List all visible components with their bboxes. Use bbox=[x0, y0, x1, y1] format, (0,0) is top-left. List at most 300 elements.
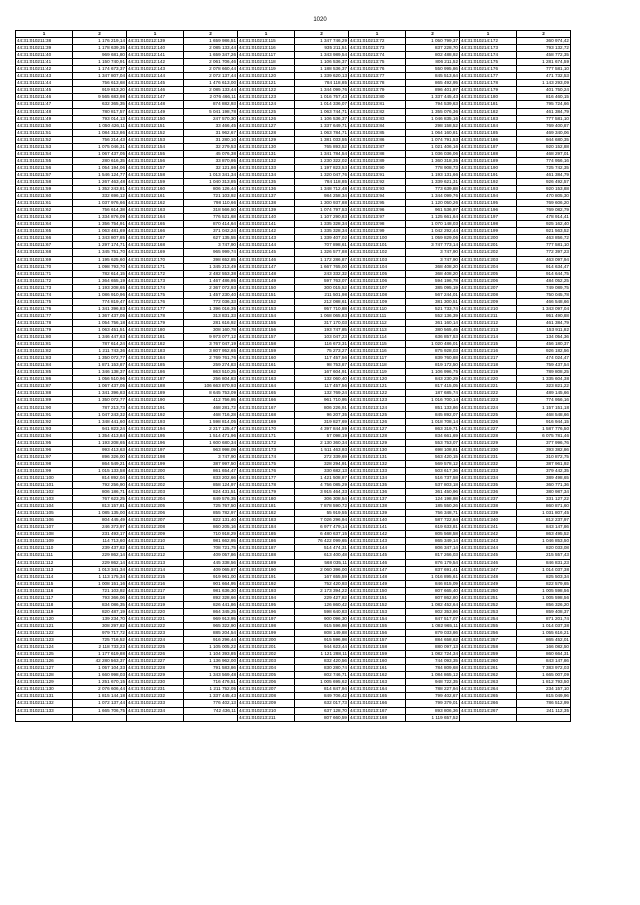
cadastral-value-cell: 837 228,70 bbox=[406, 45, 460, 52]
table-row bbox=[16, 298, 571, 305]
cadastral-number-cell: 44:31:010212:208 bbox=[127, 524, 184, 531]
cadastral-number-cell: 44:31:010211:89 bbox=[16, 397, 73, 404]
cadastral-number-cell: 44:31:010214:188 bbox=[460, 150, 517, 157]
table-row bbox=[16, 679, 571, 686]
cadastral-value-cell: 1 106 536,37 bbox=[295, 59, 349, 66]
cadastral-number-cell: 44:31:010211:104 bbox=[16, 503, 73, 510]
cadastral-value-cell: 537 803,18 bbox=[406, 482, 460, 489]
cadastral-number-cell: 44:31:010214:177 bbox=[460, 73, 517, 80]
cadastral-number-cell: 44:31:010211:81 bbox=[16, 341, 73, 348]
cadastral-value-cell: 816 460,15 bbox=[517, 94, 571, 101]
cadastral-number-cell: 44:31:010213:83 bbox=[349, 115, 406, 122]
cadastral-number-cell: 44:31:010213:143 bbox=[349, 538, 406, 545]
cadastral-number-cell: 44:31:010214:214 bbox=[460, 334, 517, 341]
cadastral-number-cell: 44:31:010213:175 bbox=[238, 460, 295, 467]
cadastral-number-cell: 44:31:010213:166 bbox=[349, 700, 406, 707]
cadastral-number-cell: 44:31:010213:158 bbox=[238, 341, 295, 348]
cadastral-number-cell: 44:31:010211:109 bbox=[16, 538, 73, 545]
cadastral-value-cell: 3 807 952,65 bbox=[184, 348, 238, 355]
cadastral-value-cell: 33 466,45 bbox=[184, 122, 238, 129]
cadastral-number-cell: 44:31:010212:170 bbox=[127, 256, 184, 263]
cadastral-number-cell: 44:31:010212:213 bbox=[127, 559, 184, 566]
cadastral-number-cell: 44:31:010213:73 bbox=[349, 45, 406, 52]
cadastral-number-cell: 44:31:010211:55 bbox=[16, 157, 73, 164]
cadastral-number-cell: 44:31:010212:178 bbox=[127, 312, 184, 319]
cadastral-value-cell: 920 152,88 bbox=[517, 143, 571, 150]
cadastral-number-cell: 44:31:010212:207 bbox=[127, 517, 184, 524]
cadastral-number-cell: 44:31:010211:95 bbox=[16, 439, 73, 446]
cadastral-value-cell: 721 103,92 bbox=[184, 193, 238, 200]
cadastral-value-cell: 756 348,71 bbox=[406, 510, 460, 517]
cadastral-number-cell: 44:31:010214:225 bbox=[460, 411, 517, 418]
cadastral-number-cell: 44:31:010213:85 bbox=[349, 129, 406, 136]
cadastral-number-cell: 44:31:010212:192 bbox=[127, 411, 184, 418]
cadastral-number-cell: 44:31:010213:96 bbox=[349, 207, 406, 214]
cadastral-value-cell: 784 118,85 bbox=[295, 178, 349, 185]
cadastral-number-cell: 44:31:010213:123 bbox=[238, 94, 295, 101]
cadastral-number-cell: 44:31:010214:203 bbox=[460, 256, 517, 263]
cadastral-number-cell: 44:31:010211:41 bbox=[16, 59, 73, 66]
cadastral-number-cell: 44:31:010212:151 bbox=[127, 122, 184, 129]
cadastral-value-cell: 773 639,88 bbox=[406, 186, 460, 193]
cadastral-number-cell: 44:31:010211:132 bbox=[16, 700, 73, 707]
cadastral-value-cell: 1 188 536,37 bbox=[295, 66, 349, 73]
cadastral-value-cell: 470 805,30 bbox=[517, 193, 571, 200]
cadastral-value-cell: 1 346 447,63 bbox=[73, 334, 127, 341]
cadastral-number-cell: 44:31:010213:136 bbox=[238, 186, 295, 193]
table-row bbox=[16, 207, 571, 214]
cadastral-number-cell: 44:31:010213:180 bbox=[238, 496, 295, 503]
cadastral-number-cell: 44:31:010213:165 bbox=[349, 693, 406, 700]
cadastral-value-cell: 1 546 124,77 bbox=[73, 171, 127, 178]
cadastral-value-cell: 569 578,12 bbox=[406, 460, 460, 467]
cadastral-value-cell: 791 583,86 bbox=[184, 665, 238, 672]
cadastral-number-cell: 44:31:010211:50 bbox=[16, 122, 73, 129]
cadastral-number-cell: 44:31:010213:147 bbox=[238, 263, 295, 270]
cadastral-number-cell: 44:31:010213:149 bbox=[349, 580, 406, 587]
cadastral-number-cell: 44:31:010211:47 bbox=[16, 101, 73, 108]
cadastral-number-cell: 44:31:010212:160 bbox=[127, 186, 184, 193]
cadastral-number-cell: 44:31:010214:210 bbox=[460, 305, 517, 312]
cadastral-number-cell: 44:31:010214:261 bbox=[460, 665, 517, 672]
cadastral-number-cell: 44:31:010213:163 bbox=[238, 376, 295, 383]
cadastral-number-cell: 44:31:010211:101 bbox=[16, 482, 73, 489]
cadastral-value-cell: 1 105 005,22 bbox=[184, 644, 238, 651]
cadastral-value-cell: 963 998,09 bbox=[184, 446, 238, 453]
cadastral-number-cell: 44:31:010211:115 bbox=[16, 580, 73, 587]
cadastral-number-cell: 44:31:010213:128 bbox=[238, 129, 295, 136]
cadastral-number-cell: 44:31:010211:64 bbox=[16, 221, 73, 228]
cadastral-value-cell: 708 721,75 bbox=[184, 545, 238, 552]
cadastral-number-cell: 44:31:010214:204 bbox=[460, 263, 517, 270]
cadastral-number-cell: 44:31:010212:225 bbox=[127, 644, 184, 651]
cadastral-value-cell: 241 112,35 bbox=[517, 707, 571, 714]
cadastral-value-cell: 1 230 322,02 bbox=[295, 157, 349, 164]
cadastral-number-cell: 44:31:010213:210 bbox=[238, 707, 295, 714]
cadastral-value-cell: 1 064 160,81 bbox=[406, 129, 460, 136]
cadastral-value-cell: 965 322,90 bbox=[184, 622, 238, 629]
cadastral-number-cell: 44:31:010213:153 bbox=[238, 305, 295, 312]
cadastral-number-cell: 44:31:010214:182 bbox=[460, 108, 517, 115]
cadastral-number-cell: 44:31:010214:180 bbox=[460, 94, 517, 101]
cadastral-number-cell: 44:31:010213:140 bbox=[349, 517, 406, 524]
cadastral-value-cell: 124 198,98 bbox=[406, 496, 460, 503]
cadastral-number-cell: 44:31:010213:168 bbox=[349, 714, 406, 721]
cadastral-value-cell: 871 201,74 bbox=[517, 615, 571, 622]
cadastral-number-cell: 44:31:010213:77 bbox=[349, 73, 406, 80]
cadastral-number-cell: 44:31:010213:188 bbox=[238, 552, 295, 559]
table-row bbox=[16, 319, 571, 326]
cadastral-value-cell: 567 244,01 bbox=[406, 291, 460, 298]
cadastral-value-cell: 1 457 230,40 bbox=[184, 291, 238, 298]
cadastral-number-cell: 44:31:010211:124 bbox=[16, 644, 73, 651]
cadastral-value-cell: 884 658,62 bbox=[406, 637, 460, 644]
cadastral-number-cell: 44:31:010211:59 bbox=[16, 186, 73, 193]
cadastral-number-cell: 44:31:010214:235 bbox=[460, 482, 517, 489]
cadastral-value-cell: 1 106 536,37 bbox=[295, 115, 349, 122]
table-row bbox=[16, 143, 571, 150]
cadastral-number-cell: 44:31:010213:84 bbox=[349, 122, 406, 129]
cadastral-number-cell: 44:31:010213:123 bbox=[349, 397, 406, 404]
cadastral-value-cell: 1 046 835,16 bbox=[406, 115, 460, 122]
cadastral-value-cell: 851 133,86 bbox=[406, 404, 460, 411]
cadastral-number-cell: 44:31:010214:264 bbox=[460, 686, 517, 693]
cadastral-number-cell: 44:31:010214:265 bbox=[460, 693, 517, 700]
cadastral-value-cell: 1 014 037,38 bbox=[517, 566, 571, 573]
cadastral-value-cell: 1 300 937,88 bbox=[295, 200, 349, 207]
cadastral-number-cell: 44:31:010212:168 bbox=[127, 242, 184, 249]
cadastral-value-cell: 1 172 286,87 bbox=[295, 256, 349, 263]
cadastral-number-cell: 44:31:010213:155 bbox=[238, 319, 295, 326]
cadastral-value-cell: 313 831,33 bbox=[184, 312, 238, 319]
table-row bbox=[16, 45, 571, 52]
cadastral-value-cell: 243 332,32 bbox=[295, 270, 349, 277]
cadastral-value-cell: 1 036 036,06 bbox=[406, 150, 460, 157]
cadastral-number-cell: 44:31:010214:230 bbox=[460, 446, 517, 453]
cadastral-number-cell: 44:31:010212:215 bbox=[127, 573, 184, 580]
cadastral-value-cell: 636 857,53 bbox=[406, 334, 460, 341]
cadastral-number-cell: 44:31:010213:191 bbox=[238, 573, 295, 580]
table-row bbox=[16, 474, 571, 481]
cadastral-number-cell: 44:31:010211:107 bbox=[16, 524, 73, 531]
cadastral-number-cell: 44:31:010211:112 bbox=[16, 559, 73, 566]
cadastral-number-cell: 44:31:010212:149 bbox=[127, 108, 184, 115]
cadastral-number-cell: 44:31:010212:202 bbox=[127, 482, 184, 489]
cadastral-value-cell: 1 119 657,52 bbox=[406, 714, 460, 721]
cadastral-value-cell: 2 118 733,23 bbox=[73, 644, 127, 651]
cadastral-number-cell: 44:31:010213:182 bbox=[238, 510, 295, 517]
cadastral-number-cell: 44:31:010214:216 bbox=[460, 348, 517, 355]
table-row bbox=[16, 221, 571, 228]
cadastral-number-cell: 44:31:010213:94 bbox=[349, 193, 406, 200]
cadastral-number-cell: 44:31:010211:111 bbox=[16, 552, 73, 559]
cadastral-value-cell: 1 320 047,76 bbox=[295, 171, 349, 178]
cadastral-value-cell: 211 501,98 bbox=[295, 291, 349, 298]
cadastral-value-cell: 57 098,19 bbox=[295, 432, 349, 439]
cadastral-number-cell: 44:31:010214:220 bbox=[460, 376, 517, 383]
cadastral-number-cell: 44:31:010213:98 bbox=[349, 221, 406, 228]
cadastral-number-cell: 44:31:010213:160 bbox=[238, 355, 295, 362]
cadastral-number-cell: 44:31:010213:161 bbox=[238, 362, 295, 369]
cadastral-value-cell: 1 345 751,70 bbox=[73, 249, 127, 256]
cadastral-number-cell: 44:31:010213:133 bbox=[238, 164, 295, 171]
cadastral-value-cell: 514 474,31 bbox=[295, 545, 349, 552]
cadastral-value-cell: 5 041 198,78 bbox=[184, 108, 238, 115]
cadastral-value-cell: 484 052,25 bbox=[517, 277, 571, 284]
cadastral-value-cell: 1 082 965,11 bbox=[406, 622, 460, 629]
cadastral-number-cell: 44:31:010213:93 bbox=[349, 186, 406, 193]
cadastral-value-cell: 805 568,58 bbox=[406, 531, 460, 538]
cadastral-number-cell: 44:31:010212:169 bbox=[127, 249, 184, 256]
cadastral-number-cell: 44:31:010213:141 bbox=[349, 524, 406, 531]
cadastral-number-cell: 44:31:010211:74 bbox=[16, 291, 73, 298]
cadastral-value-cell: 360 771,36 bbox=[517, 482, 571, 489]
cadastral-value-cell: 807 660,59 bbox=[295, 714, 349, 721]
cadastral-value-cell: 1 326 577,88 bbox=[295, 249, 349, 256]
cadastral-value-cell: 1 337 445,43 bbox=[184, 693, 238, 700]
cadastral-number-cell: 44:31:010214:185 bbox=[460, 129, 517, 136]
cadastral-value-cell: 368 408,20 bbox=[406, 270, 460, 277]
cadastral-number-cell: 44:31:010211:93 bbox=[16, 425, 73, 432]
cadastral-number-cell: 44:31:010213:91 bbox=[349, 171, 406, 178]
cadastral-number-cell: 44:31:010211:76 bbox=[16, 305, 73, 312]
cadastral-number-cell: 44:31:010212:180 bbox=[127, 326, 184, 333]
cadastral-number-cell: 44:31:010212:220 bbox=[127, 608, 184, 615]
cadastral-number-cell: 44:31:010211:86 bbox=[16, 376, 73, 383]
cadastral-number-cell: 44:31:010214:249 bbox=[460, 580, 517, 587]
cadastral-value-cell: 825 503,34 bbox=[517, 573, 571, 580]
cadastral-value-cell: 859 408,37 bbox=[517, 608, 571, 615]
cadastral-number-cell: 44:31:010213:178 bbox=[238, 482, 295, 489]
cadastral-number-cell: 44:31:010214:195 bbox=[460, 200, 517, 207]
cadastral-value-cell: 76 422 099,65 bbox=[295, 538, 349, 545]
cadastral-value-cell: 1 815 144,18 bbox=[73, 693, 127, 700]
cadastral-number-cell: 44:31:010212:152 bbox=[127, 129, 184, 136]
cadastral-value-cell: 1 176 219,14 bbox=[73, 38, 127, 45]
cadastral-value-cell: 32 121,86 bbox=[184, 164, 238, 171]
cadastral-value-cell: 3 747,90 bbox=[184, 242, 238, 249]
cadastral-value-cell: 916 944,15 bbox=[517, 418, 571, 425]
table-row bbox=[16, 136, 571, 143]
table-row bbox=[16, 348, 571, 355]
cadastral-number-cell: 44:31:010211:62 bbox=[16, 207, 73, 214]
cadastral-value-cell: 229 427,82 bbox=[295, 594, 349, 601]
cadastral-value-cell: 489 145,66 bbox=[517, 390, 571, 397]
cadastral-number-cell: 44:31:010214:184 bbox=[460, 122, 517, 129]
cadastral-value-cell: 1 046 853,50 bbox=[517, 538, 571, 545]
cadastral-value-cell: 806 226,91 bbox=[295, 404, 349, 411]
cadastral-value-cell: 793 014,13 bbox=[73, 115, 127, 122]
cadastral-value-cell: 875 928,03 bbox=[406, 348, 460, 355]
cadastral-value-cell: 915 596,98 bbox=[295, 637, 349, 644]
cadastral-value-cell: 9 973 077,12 bbox=[184, 334, 238, 341]
cadastral-number-cell: 44:31:010211:52 bbox=[16, 136, 73, 143]
cadastral-number-cell: 44:31:010212:153 bbox=[127, 136, 184, 143]
table-row bbox=[16, 390, 571, 397]
cadastral-value-cell: 813 157,81 bbox=[73, 503, 127, 510]
cadastral-number-cell: 44:31:010213:152 bbox=[238, 298, 295, 305]
table-body bbox=[16, 31, 571, 722]
cadastral-number-cell: 44:31:010214:222 bbox=[460, 390, 517, 397]
cadastral-number-cell: 44:31:010213:138 bbox=[349, 503, 406, 510]
table-row bbox=[16, 193, 571, 200]
cadastral-number-cell: 44:31:010213:75 bbox=[349, 59, 406, 66]
cadastral-value-cell: 368 408,20 bbox=[406, 263, 460, 270]
cadastral-number-cell: 44:31:010213:114 bbox=[349, 334, 406, 341]
table-row bbox=[16, 707, 571, 714]
cadastral-number-cell: 44:31:010214:181 bbox=[460, 101, 517, 108]
cadastral-number-cell: 44:31:010212:231 bbox=[127, 686, 184, 693]
cadastral-value-cell: 1 476 613,00 bbox=[184, 80, 238, 87]
table-row bbox=[16, 658, 571, 665]
cadastral-number-cell: 44:31:010214:267 bbox=[460, 707, 517, 714]
cadastral-value-cell: 815 049,96 bbox=[517, 693, 571, 700]
cadastral-value-cell: 1 074 797,53 bbox=[295, 207, 349, 214]
cadastral-number-cell: 44:31:010213:143 bbox=[238, 235, 295, 242]
table-row bbox=[16, 446, 571, 453]
cadastral-number-cell: 44:31:010213:202 bbox=[238, 651, 295, 658]
cadastral-number-cell: 44:31:010214:258 bbox=[460, 644, 517, 651]
cadastral-number-cell: 44:31:010213:151 bbox=[349, 594, 406, 601]
cadastral-value-cell: 3 915 464,33 bbox=[295, 489, 349, 496]
cadastral-value-cell: 787 614,24 bbox=[73, 341, 127, 348]
cadastral-value-cell: 42 280 563,37 bbox=[73, 658, 127, 665]
page-number: 1020 bbox=[313, 17, 327, 23]
cadastral-number-cell: 44:31:010213:159 bbox=[238, 348, 295, 355]
table-row bbox=[16, 665, 571, 672]
cadastral-number-cell: 44:31:010213:146 bbox=[349, 559, 406, 566]
cadastral-number-cell: 44:31:010213:118 bbox=[238, 59, 295, 66]
cadastral-number-cell: 44:31:010212:190 bbox=[127, 397, 184, 404]
table-row bbox=[16, 531, 571, 538]
cadastral-value-cell: 919 813,20 bbox=[73, 87, 127, 94]
cadastral-value-cell: 1 339 620,13 bbox=[295, 73, 349, 80]
cadastral-number-cell: 44:31:010211:130 bbox=[16, 686, 73, 693]
cadastral-value-cell: 132 060,40 bbox=[295, 376, 349, 383]
cadastral-number-cell: 44:31:010213:135 bbox=[349, 482, 406, 489]
cadastral-value-cell: 2 085 133,44 bbox=[184, 45, 238, 52]
cadastral-number-cell: 44:31:010213:74 bbox=[349, 52, 406, 59]
cadastral-number-cell: 44:31:010213:124 bbox=[238, 101, 295, 108]
cadastral-value-cell: 550 995,86 bbox=[406, 66, 460, 73]
cadastral-number-cell: 44:31:010214:242 bbox=[460, 531, 517, 538]
cadastral-value-cell: 817 415,05 bbox=[406, 383, 460, 390]
cadastral-value-cell: 846 831,23 bbox=[517, 559, 571, 566]
cadastral-value-cell: 1 068 065,83 bbox=[295, 312, 349, 319]
cadastral-value-cell: 756 613,68 bbox=[73, 80, 127, 87]
cadastral-number-cell: 44:31:010214:246 bbox=[460, 559, 517, 566]
cadastral-number-cell: 44:31:010214:248 bbox=[460, 573, 517, 580]
cadastral-value-cell: 914 634,47 bbox=[517, 263, 571, 270]
cadastral-value-cell: 117 457,56 bbox=[295, 355, 349, 362]
column-header: 1 bbox=[238, 31, 295, 38]
cadastral-number-cell: 44:31:010212:193 bbox=[127, 418, 184, 425]
cadastral-number-cell: 44:31:010212:164 bbox=[127, 214, 184, 221]
table-row bbox=[16, 425, 571, 432]
cadastral-number-cell: 44:31:010212:209 bbox=[127, 531, 184, 538]
table-row bbox=[16, 637, 571, 644]
cadastral-number-cell: 44:31:010211:58 bbox=[16, 178, 73, 185]
cadastral-value-cell bbox=[73, 714, 127, 721]
cadastral-value-cell: 710 918,29 bbox=[184, 531, 238, 538]
cadastral-number-cell: 44:31:010213:132 bbox=[349, 460, 406, 467]
cadastral-number-cell: 44:31:010211:102 bbox=[16, 489, 73, 496]
cadastral-value-cell: 896 326,00 bbox=[73, 453, 127, 460]
cadastral-number-cell: 44:31:010213:81 bbox=[349, 101, 406, 108]
cadastral-number-cell: 44:31:010214:186 bbox=[460, 136, 517, 143]
cadastral-number-cell: 44:31:010213:127 bbox=[238, 122, 295, 129]
cadastral-number-cell: 44:31:010213:145 bbox=[238, 249, 295, 256]
cadastral-number-cell: 44:31:010212:204 bbox=[127, 496, 184, 503]
cadastral-value-cell: 749 089,75 bbox=[517, 284, 571, 291]
cadastral-value-cell: 1 211 752,05 bbox=[184, 686, 238, 693]
cadastral-number-cell: 44:31:010214:215 bbox=[460, 341, 517, 348]
cadastral-number-cell: 44:31:010213:92 bbox=[349, 178, 406, 185]
cadastral-value-cell: 806 211,52 bbox=[406, 59, 460, 66]
cadastral-number-cell: 44:31:010213:197 bbox=[238, 615, 295, 622]
cadastral-number-cell: 44:31:010214:193 bbox=[460, 186, 517, 193]
cadastral-value-cell: 1 054 756,18 bbox=[73, 319, 127, 326]
cadastral-number-cell: 44:31:010213:115 bbox=[349, 341, 406, 348]
cadastral-number-cell: 44:31:010211:118 bbox=[16, 601, 73, 608]
cadastral-number-cell: 44:31:010212:223 bbox=[127, 629, 184, 636]
cadastral-number-cell: 44:31:010211:91 bbox=[16, 411, 73, 418]
cadastral-value-cell: 1 121 288,11 bbox=[295, 651, 349, 658]
cadastral-number-cell: 44:31:010211:82 bbox=[16, 348, 73, 355]
cadastral-number-cell: 44:31:010214:239 bbox=[460, 510, 517, 517]
cadastral-number-cell: 44:31:010213:72 bbox=[349, 38, 406, 45]
cadastral-number-cell: 44:31:010214:229 bbox=[460, 439, 517, 446]
cadastral-number-cell: 44:31:010213:106 bbox=[349, 277, 406, 284]
cadastral-number-cell: 44:31:010213:144 bbox=[238, 242, 295, 249]
cadastral-number-cell: 44:31:010212:179 bbox=[127, 319, 184, 326]
table-row bbox=[16, 693, 571, 700]
table-row bbox=[16, 242, 571, 249]
cadastral-number-cell: 44:31:010212:163 bbox=[127, 207, 184, 214]
cadastral-value-cell: 594 196,78 bbox=[406, 277, 460, 284]
cadastral-number-cell: 44:31:010211:123 bbox=[16, 637, 73, 644]
cadastral-value-cell: 1 084 865,12 bbox=[406, 672, 460, 679]
cadastral-value-cell: 1 040 313,85 bbox=[184, 178, 238, 185]
header-row bbox=[16, 31, 571, 38]
cadastral-value-cell: 874 882,93 bbox=[184, 101, 238, 108]
cadastral-value-cell: 1 016 757,43 bbox=[295, 94, 349, 101]
cadastral-value-cell: 769 082,79 bbox=[517, 207, 571, 214]
cadastral-value-cell: 914 644,75 bbox=[517, 270, 571, 277]
cadastral-value-cell: 846 815,09 bbox=[406, 580, 460, 587]
cadastral-value-cell: 4 397 844,59 bbox=[295, 425, 349, 432]
cadastral-number-cell: 44:31:010211:46 bbox=[16, 94, 73, 101]
cadastral-value-cell: 229 862,14 bbox=[73, 559, 127, 566]
cadastral-value-cell: 1 467 486,95 bbox=[184, 277, 238, 284]
cadastral-number-cell: 44:31:010213:176 bbox=[238, 467, 295, 474]
cadastral-number-cell: 44:31:010213:116 bbox=[238, 45, 295, 52]
cadastral-value-cell: 716 476,51 bbox=[184, 679, 238, 686]
table-row bbox=[16, 580, 571, 587]
cadastral-value-cell: 1 047 243,32 bbox=[73, 411, 127, 418]
cadastral-value-cell: 808 149,88 bbox=[295, 629, 349, 636]
cadastral-number-cell: 44:31:010214:244 bbox=[460, 545, 517, 552]
cadastral-value-cell: 824 431,51 bbox=[184, 489, 238, 496]
cadastral-value-cell: 380 987,34 bbox=[517, 489, 571, 496]
cadastral-value-cell: 1 267 463,48 bbox=[73, 178, 127, 185]
cadastral-number-cell: 44:31:010213:166 bbox=[238, 397, 295, 404]
cadastral-value-cell: 478 914,41 bbox=[517, 214, 571, 221]
cadastral-number-cell: 44:31:010213:129 bbox=[349, 439, 406, 446]
cadastral-number-cell: 44:31:010214:194 bbox=[460, 193, 517, 200]
cadastral-value-cell: 7 026 296,94 bbox=[295, 517, 349, 524]
cadastral-value-cell: 272 339,69 bbox=[295, 453, 349, 460]
